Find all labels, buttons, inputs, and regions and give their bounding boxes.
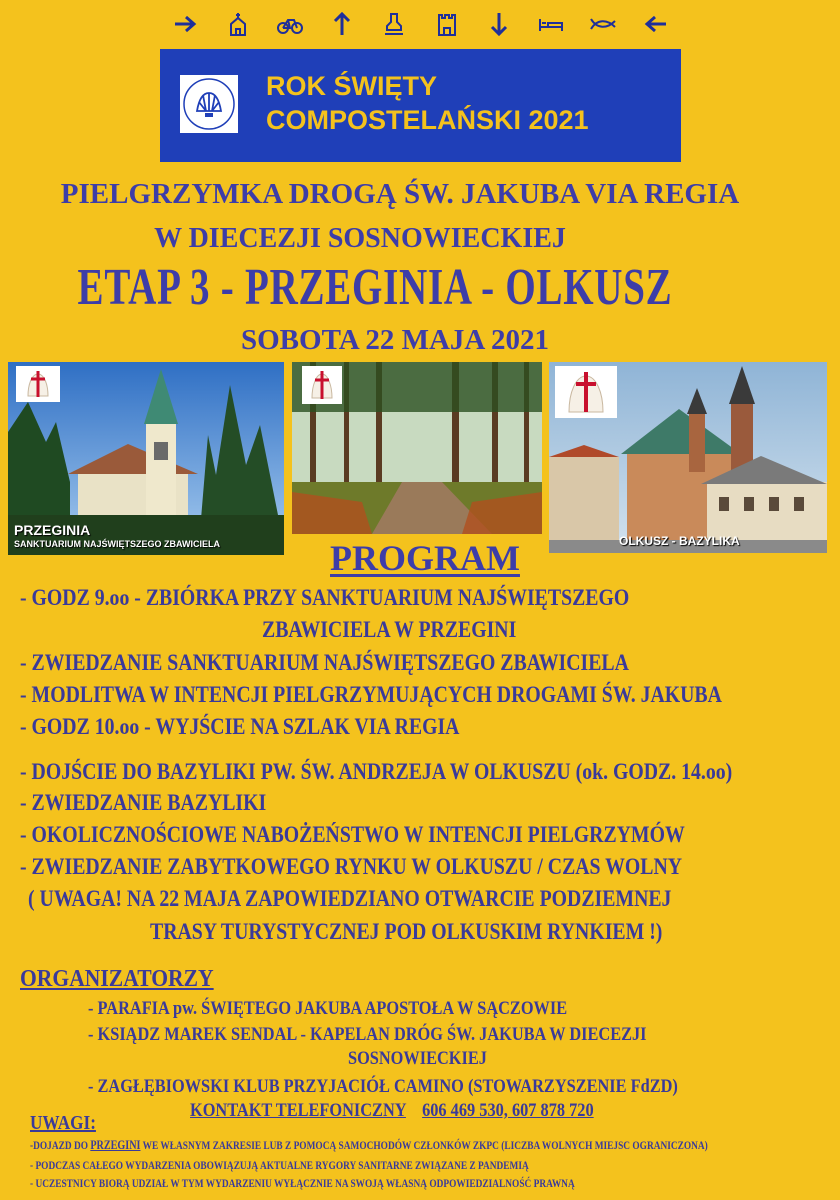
program-note: TRASY TURYSTYCZNEJ POD OLKUSKIM RYNKIEM !) <box>150 919 663 944</box>
contact-line <box>190 1100 594 1122</box>
contact-phones: 606 469 530, 607 878 720 <box>422 1100 594 1121</box>
organizer-item: - ZAGŁĘBIOWSKI KLUB PRZYJACIÓŁ CAMINO (STOWARZYSZENIE FdZD) <box>88 1076 678 1097</box>
pilgrim-symbols-row <box>168 8 673 40</box>
program-item: - OKOLICZNOŚCIOWE NABOŻEŃSTWO W INTENCJI PIELGRZYMÓW <box>20 822 685 847</box>
organizer-item: - KSIĄDZ MAREK SENDAL - KAPELAN DRÓG ŚW. JAKUBA W DIECEZJI <box>88 1024 647 1045</box>
program-heading: PROGRAM <box>330 538 520 578</box>
notes-heading: UWAGI: <box>30 1112 96 1134</box>
program-item: - GODZ 9.oo - ZBIÓRKA PRZY SANKTUARIUM NAJŚWIĘTSZEGO <box>20 585 630 610</box>
olkusz-basilica-photo <box>549 362 827 553</box>
arrow-up-icon <box>324 9 360 39</box>
date-title: SOBOTA 22 MAJA 2021 <box>240 324 550 356</box>
note-item <box>30 1137 708 1153</box>
program-item: ZBAWICIELA W PRZEGINI <box>262 617 517 642</box>
st-james-cross-icon <box>16 366 60 402</box>
program-item: - MODLITWA W INTENCJI PIELGRZYMUJĄCYCH DROGAMI ŚW. JAKUBA <box>20 682 722 707</box>
banner-title <box>266 69 589 137</box>
note-item: - UCZESTNICY BIORĄ UDZIAŁ W TYM WYDARZENIU WYŁĄCZNIE NA SWOJĄ WŁASNĄ ODPOWIEDZIALNOŚĆ PRAWNĄ <box>30 1176 575 1190</box>
diocese-title: W DIECEZJI SOSNOWIECKIEJ <box>154 223 566 254</box>
przeginia-sanctuary-photo <box>8 362 284 555</box>
bed-icon <box>533 9 569 39</box>
program-item: - ZWIEDZANIE ZABYTKOWEGO RYNKU W OLKUSZU / CZAS WOLNY <box>20 854 683 879</box>
fish-icon <box>585 9 621 39</box>
organizer-item: - PARAFIA pw. ŚWIĘTEGO JAKUBA APOSTOŁA W SĄCZOWIE <box>88 998 568 1019</box>
st-james-cross-icon <box>302 366 342 404</box>
compostela-logo <box>180 75 238 133</box>
banner-line-1: ROK ŚWIĘTY <box>266 71 438 101</box>
note-rest: WE WŁASNYM ZAKRESIE LUB Z POMOCĄ SAMOCHODÓW CZŁONKÓW ZKPC (LICZBA WOLNYCH MIEJSC OGRANICZONA) <box>142 1138 708 1152</box>
holy-year-banner <box>160 49 681 162</box>
church-icon <box>220 9 256 39</box>
castle-icon <box>429 9 465 39</box>
organizers-heading: ORGANIZATORZY <box>20 966 214 992</box>
olkusz-label: OLKUSZ - BAZYLIKA <box>619 534 740 548</box>
program-item: - ZWIEDZANIE SANKTUARIUM NAJŚWIĘTSZEGO ZBAWICIELA <box>20 650 629 675</box>
bicycle-icon <box>272 9 308 39</box>
note-item: - PODCZAS CAŁEGO WYDARZENIA OBOWIĄZUJĄ AKTUALNE RYGORY SANITARNE ZWIĄZANE Z PANDEMIĄ <box>30 1158 529 1172</box>
program-item: - ZWIEDZANIE BAZYLIKI <box>20 790 267 815</box>
stage-title: ETAP 3 - PRZEGINIA - OLKUSZ <box>77 259 673 316</box>
program-item: - GODZ 10.oo - WYJŚCIE NA SZLAK VIA REGIA <box>20 714 460 739</box>
przeginia-label: PRZEGINIA <box>14 522 91 538</box>
arrow-down-icon <box>481 9 517 39</box>
pilgrimage-title: PIELGRZYMKA DROGĄ ŚW. JAKUBA VIA REGIA <box>60 178 740 210</box>
organizer-item: SOSNOWIECKIEJ <box>348 1048 487 1069</box>
forest-path-photo <box>292 362 542 534</box>
program-item: - DOJŚCIE DO BAZYLIKI PW. ŚW. ANDRZEJA W OLKUSZU (ok. GODZ. 14.oo) <box>20 759 733 784</box>
st-james-cross-icon <box>555 366 617 418</box>
stamp-icon <box>376 9 412 39</box>
contact-label: KONTAKT TELEFONICZNY <box>190 1100 406 1121</box>
arrow-left-icon <box>637 9 673 39</box>
note-prefix: -DOJAZD DO <box>30 1138 88 1152</box>
program-note: ( UWAGA! NA 22 MAJA ZAPOWIEDZIANO OTWARCIE PODZIEMNEJ <box>28 886 672 911</box>
note-place: PRZEGINI <box>90 1137 141 1152</box>
banner-line-2: COMPOSTELAŃSKI 2021 <box>266 105 589 135</box>
arrow-right-icon <box>168 9 204 39</box>
sanctuary-label: SANKTUARIUM NAJŚWIĘTSZEGO ZBAWICIELA <box>14 539 220 549</box>
